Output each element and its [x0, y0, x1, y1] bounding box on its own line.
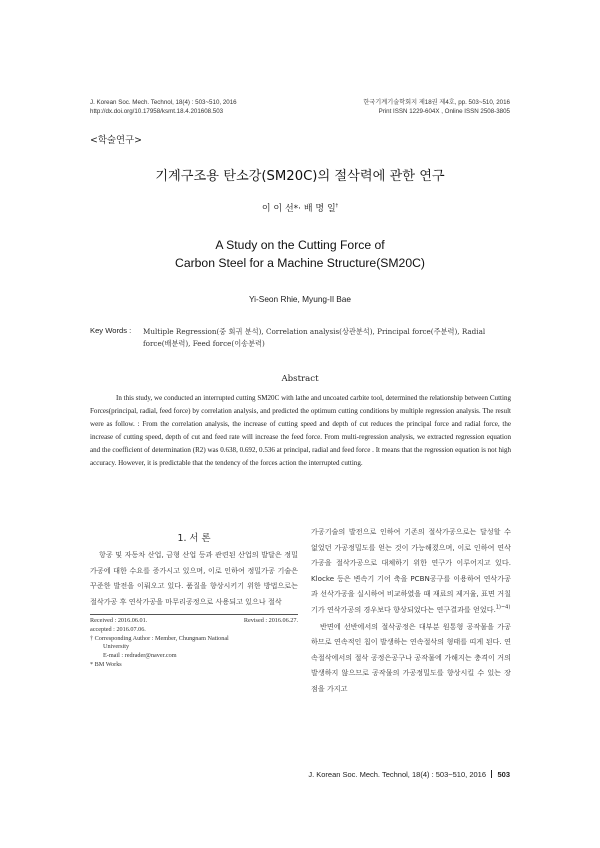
- keywords-text: Multiple Regression(중 회귀 분석), Correlation analysis(상관분석), Principal force(주분력), Radial force(배분력), Feed force(이송분력): [143, 327, 486, 348]
- page-number: 503: [497, 770, 510, 779]
- title-en-line2: Carbon Steel for a Machine Structure(SM20C): [175, 256, 425, 271]
- journal-citation: J. Korean Soc. Mech. Technol, 18(4) : 503~510, 2016: [90, 99, 237, 106]
- received-date: Received : 2016.06.01.: [90, 617, 148, 624]
- reference-marker: 1)~4): [495, 604, 511, 611]
- running-header-left: [90, 99, 237, 116]
- left-column-body: 항공 및 자동차 산업, 금형 산업 등과 관련된 산업의 발달은 정밀가공에 대한 수요를 증가시고 있으며, 이로 인하여 정밀가공 기술은 꾸준한 발전을 이뤄오고 있다. 품질을 향상시키기 위한 방법으로는 절삭가공 후 연삭가공을 마무리공정으로 사용되고 있으나 절삭: [90, 550, 298, 606]
- authors-korean: [0, 201, 600, 214]
- footnote-dates: [90, 617, 298, 626]
- corresponding-author: † Corresponding Author : Member, Chungnam National: [90, 634, 229, 642]
- paper-title-korean: 기계구조용 탄소강(SM20C)의 절삭력에 관한 연구: [155, 169, 445, 184]
- footnote-divider: [90, 614, 298, 615]
- right-column-body: [311, 524, 511, 697]
- author-email[interactable]: E-mail : redrader@naver.com: [103, 652, 177, 660]
- revised-date: Revised : 2016.06.27.: [243, 617, 298, 624]
- footnotes: [90, 617, 298, 670]
- authors-english: Yi-Seon Rhie, Myung-Il Bae: [248, 294, 352, 304]
- issn-line: Print ISSN 1229-604X , Online ISSN 2508-3805: [378, 107, 510, 115]
- section-heading-introduction: 1. 서 론: [177, 533, 211, 544]
- keywords-label: Key Words :: [90, 326, 132, 335]
- abstract-body: In this study, we conducted an interrupted cutting SM20C with lathe and uncoated carbite tool, determined the relationship between Cutting Forces(principal, radial, feed force) by correlation analysis, and predicted the optimum cutting conditions by multiple regression analysis. The result were as follow. : From the correlation analysis, the increase of cutting speed and depth of cut reduces the principal force and radial force, the increase of cutting speed, depth of cut and feed rate will increase the feed force. From multi-regression analysis, we extracted regression equation and the coefficient of determination (R2) was 0.638, 0.692, 0.536 at principal, radial and feed force . It means that the regression equation is not high accuracy. However, it is predictable that the tendency of the forces action the interrupted cutting.: [90, 394, 511, 468]
- authors-korean-names: 이 이 선*· 배 명 일: [261, 204, 336, 214]
- right-column-paragraph-1-text: 가공기술의 발전으로 인하여 기존의 절삭가공으로는 달성할 수 없었던 가공정밀도를 얻는 것이 가능해졌으며, 이로 인하여 연삭가공을 절삭가공으로 대체하기 위한 연구가 이루어지고 있다. Klocke 등은 변속기 기어 축을 PCBN공구를 이용하여 연삭가공과 선삭가공을 실시하여 비교하였을 때 재료의 제거율, 표면 거칠기가 연삭가공의 경우보다 향상되었다는 연구결과를 얻었다.: [311, 527, 511, 614]
- footer-citation: J. Korean Soc. Mech. Technol, 18(4) : 503~510, 2016: [308, 770, 486, 779]
- right-column-paragraph-1: [311, 524, 511, 618]
- author-affiliation-bm: * BM Works: [90, 660, 122, 668]
- footer-separator: [491, 770, 492, 778]
- accepted-date: accepted : 2016.07.06.: [90, 625, 146, 633]
- paper-title-english: [0, 236, 600, 272]
- right-column-paragraph-2: 반면에 선반에서의 절삭공정은 대부분 원통형 공작물을 가공하므로 연속적인 칩이 발생하는 연속절삭의 형태를 띠게 된다. 연속절삭에서의 절삭 공정은공구나 공작물에 가해지는 충격이 거의 발생하지 않으므로 공작물의 가공정밀도를 향상시킬 수 있는 장점을 가지고: [311, 621, 511, 693]
- article-category: <학술연구>: [90, 135, 142, 146]
- corresponding-affiliation: University: [103, 643, 130, 651]
- corresponding-mark: †: [335, 203, 339, 209]
- title-en-line1: A Study on the Cutting Force of: [215, 238, 385, 252]
- abstract-heading: Abstract: [281, 374, 319, 384]
- journal-citation-ko: 한국기계기술학회지 제18권 제4호, pp. 503~510, 2016: [363, 99, 510, 106]
- doi-link[interactable]: http://dx.doi.org/10.17958/ksmt.18.4.201608.503: [90, 107, 224, 115]
- running-header-right: [363, 99, 510, 116]
- page-footer: [308, 770, 510, 779]
